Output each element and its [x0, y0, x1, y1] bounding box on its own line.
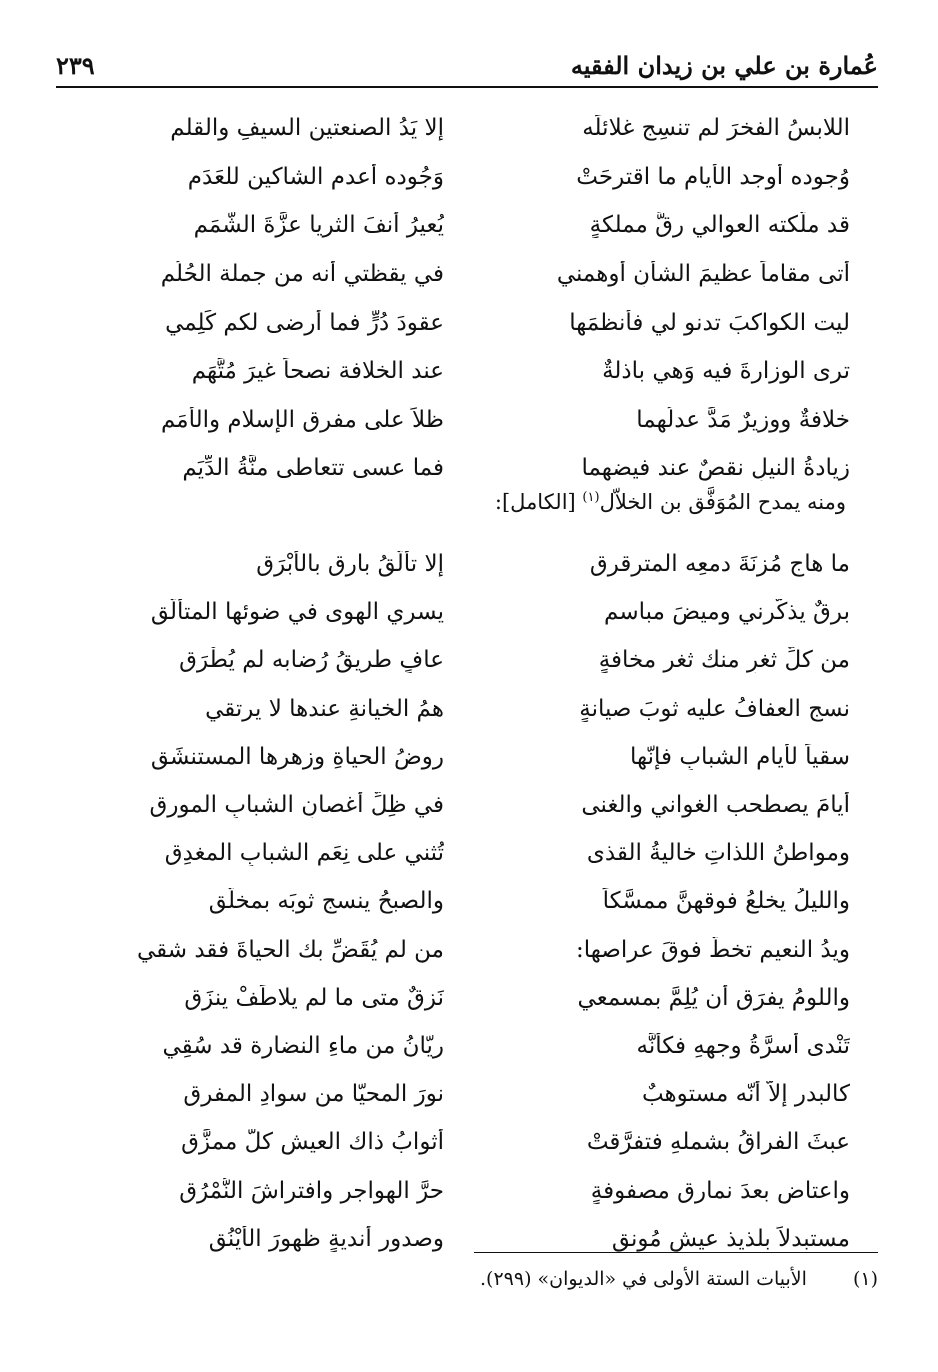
- running-title: عُمارة بن علي بن زيدان الفقيه: [570, 51, 878, 80]
- footnote: [78, 1268, 878, 1290]
- verse: [92, 250, 850, 299]
- header-rule: [56, 86, 878, 88]
- hemistich-second: نورَ المحيّا من سوادِ المفرقِ: [183, 1081, 444, 1108]
- verse: [92, 829, 850, 877]
- meter-name: [الكامل]:: [494, 490, 583, 514]
- hemistich-second: حرَّ الهواجرِ وافتراشَ النُّمْرُقِ: [179, 1177, 444, 1204]
- verse: [92, 1166, 850, 1214]
- footnote-mark: (١): [852, 1268, 878, 1290]
- hemistich-first: عبثَ الفراقُ بشملهِ فتفرَّقتْ: [586, 1129, 850, 1156]
- hemistich-second: عند الخلافة نصحاً غيرَ مُتَّهَمِ: [191, 358, 444, 385]
- hemistich-first: اللابسُ الفخرَ لم تنسِج غلائلَه: [582, 115, 850, 142]
- hemistich-first: ترى الوزارةَ فيه وَهي باذلةٌ: [602, 358, 850, 385]
- hemistich-second: في ظِلِّ أغصانِ الشبابِ المورقِ: [149, 792, 444, 819]
- verse: [92, 540, 850, 588]
- verse: [92, 104, 850, 153]
- verse: [92, 926, 850, 974]
- hemistich-first: ويدُ النعيم تخطُّ فوقَ عراصها:: [575, 936, 850, 963]
- hemistich-second: عقودَ دُرٍّ فما أرضى لكم كَلِمي: [165, 309, 444, 336]
- verse: [92, 1118, 850, 1166]
- verse: [92, 877, 850, 925]
- hemistich-second: عافٍ طريقُ رُضابه لم يُطْرَقِ: [179, 647, 444, 674]
- verse: [92, 1070, 850, 1118]
- intro-text: ومنه يمدح المُوَفَّق بن الخلاّل: [599, 490, 846, 514]
- hemistich-first: واللومُ يفرَق أن يُلِمَّ بمسمعي: [577, 984, 850, 1011]
- verse: [92, 1022, 850, 1070]
- verse: [92, 201, 850, 250]
- hemistich-second: فما عسى تتعاطى منَّةُ الدِّيَمِ: [182, 455, 444, 482]
- hemistich-second: وَجُوده أعدم الشاكين للعَدَمِ: [187, 163, 444, 190]
- hemistich-first: سقياً لأيام الشبابِ فإنّها: [630, 743, 850, 770]
- hemistich-second: وصدورِ أنديةٍ ظهورَ الأَيْنُقِ: [208, 1225, 444, 1252]
- hemistich-second: روضُ الحياةِ وزهرها المستنشَقِ: [150, 743, 444, 770]
- hemistich-second: نَزِقٌ متى ما لم يلاطَفْ ينزَقِ: [184, 984, 444, 1011]
- hemistich-first: ومواطنُ اللذاتِ خاليةُ القذى: [586, 840, 850, 867]
- hemistich-first: مستبدلاً بلذيذ عيشٍ مُونقٍ: [611, 1225, 850, 1252]
- verse: [92, 1215, 850, 1263]
- verse: [92, 781, 850, 829]
- hemistich-second: من لم يُقَضِّ بك الحياةَ فقد شقي: [136, 936, 444, 963]
- hemistich-first: كالبدرِ إلاّ أنّه مستوهبٌ: [641, 1081, 850, 1108]
- hemistich-first: نسج العفافُ عليه ثوبَ صيانةٍ: [579, 695, 850, 722]
- footnote-rule: [474, 1252, 878, 1253]
- verse: [92, 636, 850, 684]
- verse: [92, 298, 850, 347]
- hemistich-first: ليت الكواكبَ تدنو لي فأنظمَها: [569, 309, 850, 336]
- hemistich-first: وُجوده أوجد الأيام ما اقترحَتْ: [576, 163, 850, 190]
- verse: [92, 444, 850, 493]
- hemistich-first: تَنْدى أسرَّةُ وجههِ فكأنَّه: [636, 1032, 850, 1059]
- hemistich-second: همُ الخيانةِ عندها لا يرتقي: [205, 695, 444, 722]
- verse: [92, 588, 850, 636]
- hemistich-first: من كلِّ ثغرٍ منك ثغر مخافةٍ: [598, 647, 850, 674]
- hemistich-first: والليلُ يخلعُ فوقهنَّ ممسَّكاً: [602, 888, 850, 915]
- hemistich-second: يسري الهوى في ضوئها المتألّقِ: [150, 599, 444, 626]
- verse: [92, 153, 850, 202]
- hemistich-first: أيامَ يصطحب الغواني والغنى: [581, 792, 850, 819]
- page-number: ٢٣٩: [56, 51, 95, 80]
- footnote-reference[interactable]: (١): [582, 490, 600, 505]
- hemistich-first: قد ملَّكته العوالي رِقَّ مملكةٍ: [589, 212, 850, 239]
- verse: [92, 974, 850, 1022]
- verse: [92, 347, 850, 396]
- hemistich-second: تُثني على نِعَمِ الشبابِ المغدِقِ: [164, 840, 444, 867]
- hemistich-second: إلا يَدُ الصنعتين السيفِ والقلمِ: [170, 115, 444, 142]
- hemistich-second: أثوابُ ذاك العيشِ كلَّ ممزَّقِ: [181, 1129, 444, 1156]
- verse: [92, 685, 850, 733]
- page-header: [56, 34, 878, 78]
- hemistich-first: ما هاج مُزنَةَ دمعِه المترقرقِ: [589, 551, 850, 578]
- poem-introduction: [86, 490, 846, 514]
- hemistich-first: خلافةٌ ووزيرٌ مَدَّ عدلُهما: [636, 406, 850, 433]
- poem-basit: [92, 104, 850, 493]
- poem-kamil: [92, 540, 850, 1263]
- hemistich-second: والصبحُ ينسج ثوبَه بمخلَّقِ: [208, 888, 444, 915]
- hemistich-second: ريّانُ من ماءِ النضارة قد سُقِي: [162, 1032, 444, 1059]
- verse: [92, 396, 850, 445]
- hemistich-first: زيادةُ النيلِ نقصٌ عند فيضهما: [581, 455, 850, 482]
- hemistich-first: برقٌ يذكّرني وميضَ مباسمٍ: [604, 599, 850, 626]
- footnote-text: الأبيات الستة الأولى في «الديوان» (٢٩٩).: [479, 1268, 807, 1290]
- hemistich-first: أتى مقاماً عظيمَ الشأنِ أوهمني: [556, 261, 850, 288]
- hemistich-first: واعتاض بعدَ نمارقٍ مصفوفةٍ: [590, 1177, 850, 1204]
- hemistich-second: في يقظتي أنه من جملة الحُلُمِ: [160, 261, 444, 288]
- hemistich-second: يُعيرُ أنفَ الثريا عزَّةَ الشَّمَمِ: [193, 212, 444, 239]
- verse: [92, 733, 850, 781]
- hemistich-second: ظلاً على مفرقِ الإسلام والأُمَمِ: [160, 406, 444, 433]
- hemistich-second: إلا تألُّقُ بارقٍ بالأبْرَقِ: [256, 551, 444, 578]
